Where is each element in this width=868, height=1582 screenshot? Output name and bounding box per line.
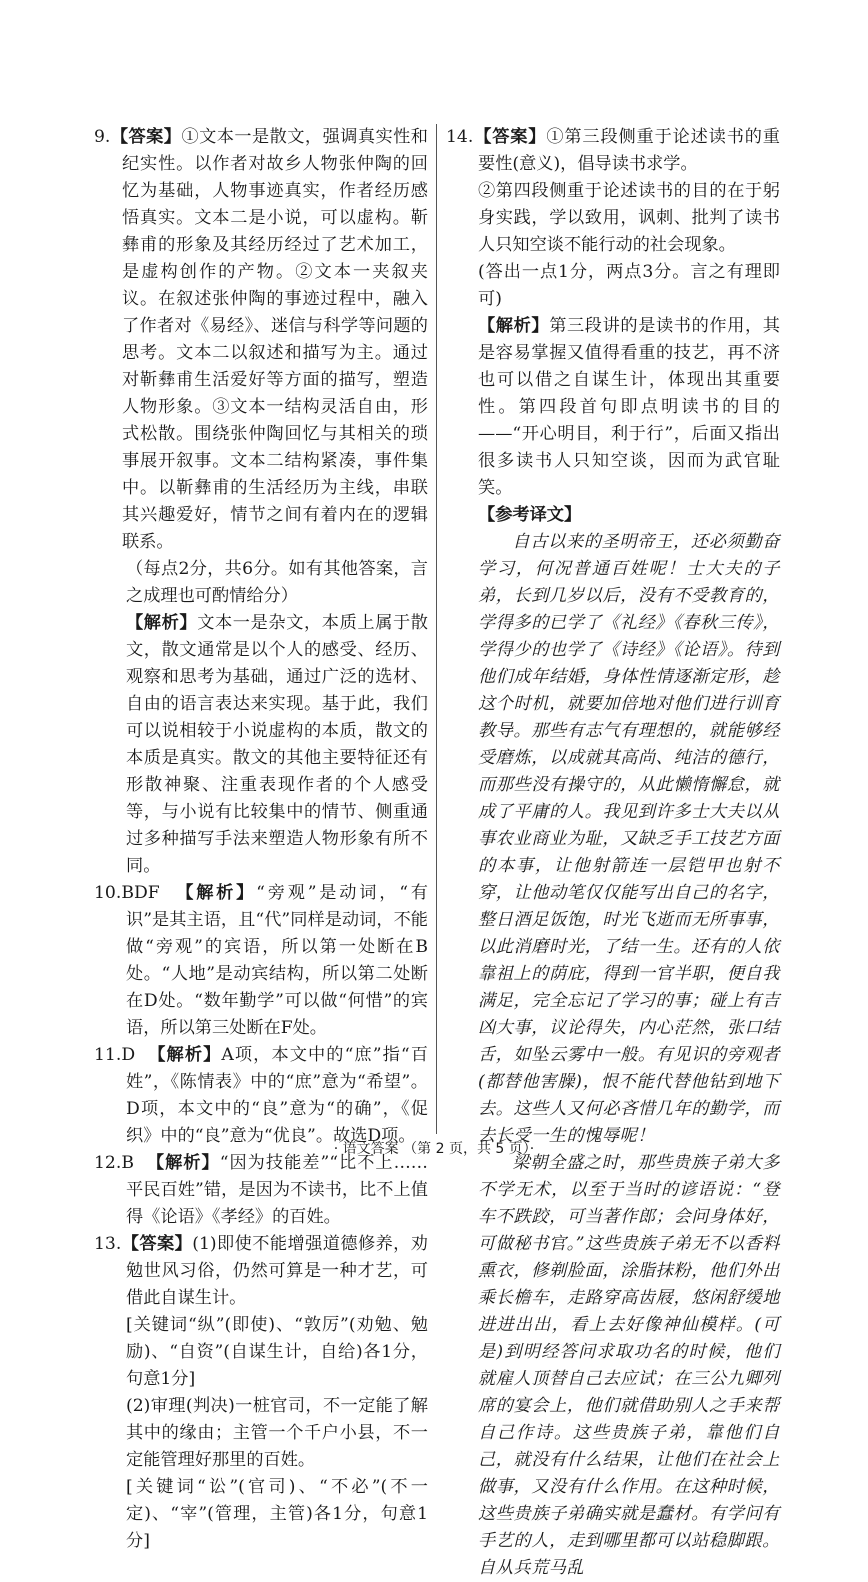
answer-tag: 【答案】 [121, 1234, 193, 1254]
q9-analysis [94, 610, 428, 880]
reference-translation-heading: 【参考译文】 [478, 505, 582, 525]
q13-part2: (2)审理(判决)一桩官司，不一定能了解其中的缘由；主管一个千户小县，不一定能管理好那里的百姓。 [126, 1396, 428, 1470]
answer-tag: 【答案】 [110, 127, 182, 147]
q14-analysis [446, 313, 780, 502]
q13-keywords2: [关键词“讼”(官司)、“不必”(不一定)、“宰”(管理，主管)各1分，句意1分] [126, 1477, 428, 1551]
q14-part2: ②第四段侧重于论述读书的目的在于躬身实践，学以致用，讽刺、批判了读书人只知空谈不能行动的社会现象。 [478, 181, 780, 255]
q10-answer: BDF [121, 883, 160, 903]
q14-part1 [446, 124, 780, 178]
right-column [446, 124, 780, 1582]
q12-answer: B [121, 1153, 134, 1173]
answer-tag: 【答案】 [473, 127, 547, 147]
q12-number: 12. [94, 1153, 122, 1173]
q14-part1-text: ①第三段侧重于论述读书的重要性(意义)，倡导读书求学。 [478, 127, 780, 174]
analysis-tag: 【解析】 [126, 613, 198, 633]
page-footer: · 语文答案 （第 2 页，共 5 页）· [333, 1141, 535, 1157]
q14-analysis-text: 第三段讲的是读书的作用，其是容易掌握又值得看重的技艺，再不济也可以借之自谋生计，体现出其重要性。第四段首句即点明读书的目的——“开心明目，利于行”，后面又指出很多读书人只知空谈，因而为武官耻笑。 [478, 316, 780, 498]
q9-answer [94, 124, 428, 556]
q12-analysis-text: “因为技能差”“比不上……平民百姓”错，是因为不读书，比不上值得《论语》《孝经》的百姓。 [126, 1153, 428, 1227]
q14-number: 14. [446, 127, 474, 147]
q12 [94, 1150, 428, 1231]
q11-number: 11. [94, 1045, 122, 1065]
q13-number: 13. [94, 1234, 122, 1254]
q11 [94, 1042, 428, 1150]
q9-answer-text: ①文本一是散文，强调真实性和纪实性。以作者对故乡人物张仲陶的回忆为基础，人物事迹真实，作者经历感悟真实。文本二是小说，可以虚构。靳彝甫的形象及其经历经过了艺术加工，是虚构创作的产物。②文本一夹叙夹议。在叙述张仲陶的事迹过程中，融入了作者对《易经》、迷信与科学等问题的思考。文本二以叙述和描写为主。通过对靳彝甫生活爱好等方面的描写，塑造人物形象。③文本一结构灵活自由，形式松散。围绕张仲陶回忆与其相关的琐事展开叙事。文本二结构紧凑，事件集中。以靳彝甫的生活经历为主线，串联其兴趣爱好，情节之间有着内在的逻辑联系。 [122, 127, 428, 552]
q13-part1-text: (1)即使不能增强道德修养，劝勉世风习俗，仍然可算是一种才艺，可借此自谋生计。 [126, 1234, 428, 1308]
q10-number: 10. [94, 883, 122, 903]
q10-analysis-text: “旁观”是动词，“有识”是其主语，且“代”同样是动词，不能做“旁观”的宾语，所以第一处断在B处。“人地”是动宾结构，所以第二处断在D处。“数年勤学”可以做“何惜”的宾语，所以第三处断在F处。 [126, 883, 428, 1038]
q13-keywords1: [关键词“纵”(即使)、“敦厉”(劝勉、勉励)、“自资”(自谋生计，自给)各1分，句意1分] [126, 1315, 428, 1389]
q14-score: (答出一点1分，两点3分。言之有理即可) [478, 262, 780, 309]
q11-analysis-text: A项，本文中的“庶”指“百姓”，《陈情表》中的“庶”意为“希望”。D项，本文中的“良”意为“的确”，《促织》中的“良”意为“优良”。故选D项。 [126, 1045, 428, 1146]
analysis-tag: 【解析】 [176, 883, 257, 903]
q9-number: 9. [94, 127, 111, 147]
translation-paragraph-2: 梁朝全盛之时，那些贵族子弟大多不学无术，以至于当时的谚语说：“登车不跌跤，可当著作郎；会问身体好，可做秘书官。”这些贵族子弟无不以香料熏衣，修剃脸面，涂脂抹粉，他们外出乘长檐车，走路穿高齿屐，悠闲舒缓地进进出出，看上去好像神仙模样。(可是)到明经答问求取功名的时候，他们就雇人顶替自己去应试；在三公九卿列席的宴会上，他们就借助别人之手来帮自己作诗。这些贵族子弟，靠他们自己，就没有什么结果，让他们在社会上做事，又没有什么作用。在这种时候，这些贵族子弟确实就是蠢材。有学问有手艺的人，走到哪里都可以站稳脚跟。自从兵荒马乱 [478, 1153, 780, 1578]
analysis-tag: 【解析】 [478, 316, 550, 336]
q10 [94, 880, 428, 1042]
left-column [94, 124, 428, 1555]
analysis-tag: 【解析】 [148, 1045, 222, 1065]
analysis-tag: 【解析】 [146, 1153, 220, 1173]
q9-analysis-text: 文本一是杂文，本质上属于散文，散文通常是以个人的感受、经历、观察和思考为基础，通过广泛的选材、自由的语言表达来实现。基于此，我们可以说相较于小说虚构的本质，散文的本质是真实。散文的其他主要特征还有形散神聚、注重表现作者的个人感受等，与小说有比较集中的情节、侧重通过多种描写手法来塑造人物形象有所不同。 [126, 613, 428, 876]
q13-part1 [94, 1231, 428, 1312]
column-divider [436, 124, 437, 1134]
q11-answer: D [121, 1045, 136, 1065]
q9-score: （每点2分，共6分。如有其他答案，言之成理也可酌情给分） [126, 559, 428, 606]
translation-paragraph-1: 自古以来的圣明帝王，还必须勤奋学习，何况普通百姓呢！士大夫的子弟，长到几岁以后，没有不受教育的，学得多的已学了《礼经》《春秋三传》，学得少的也学了《诗经》《论语》。待到他们成年结婚，身体性情逐渐定形，趁这个时机，就要加倍地对他们进行训育教导。那些有志气有理想的，就能够经受磨炼，以成就其高尚、纯洁的德行，而那些没有操守的，从此懒惰懈怠，就成了平庸的人。我见到许多士大夫以从事农业商业为耻，又缺乏手工技艺方面的本事，让他射箭连一层铠甲也射不穿，让他动笔仅仅能写出自己的名字，整日酒足饭饱，时光飞逝而无所事事，以此消磨时光，了结一生。还有的人依靠祖上的荫庇，得到一官半职，便自我满足，完全忘记了学习的事；碰上有吉凶大事，议论得失，内心茫然，张口结舌，如坠云雾中一般。有见识的旁观者(都替他害臊)，恨不能代替他钻到地下去。这些人又何必吝惜几年的勤学，而去长受一生的愧辱呢！ [478, 532, 780, 1146]
